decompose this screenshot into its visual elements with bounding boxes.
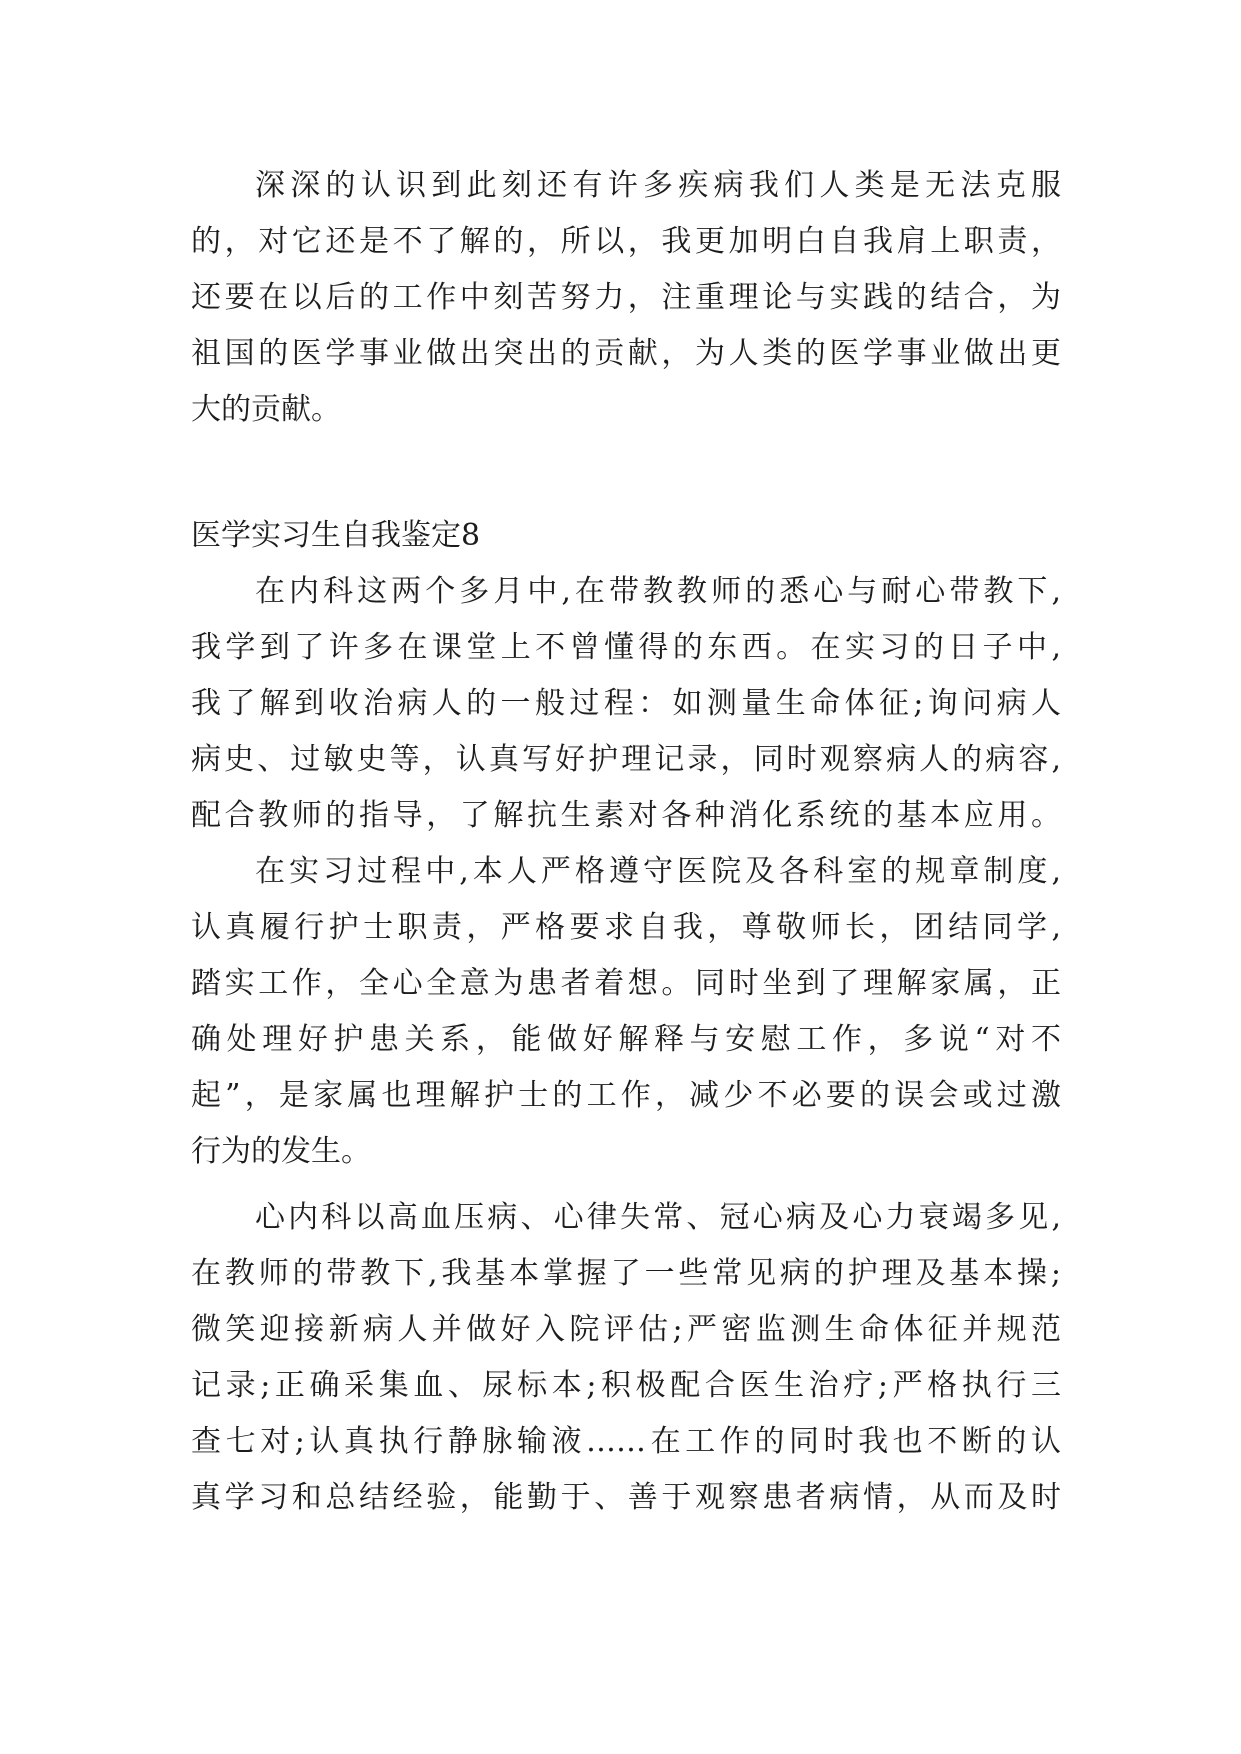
paragraph-line: 的，对它还是不了解的，所以，我更加明白自我肩上职责， (191, 224, 1061, 259)
paragraph-line: 在实习过程中,本人严格遵守医院及各科室的规章制度, (255, 854, 1061, 889)
paragraph-line: 心内科以高血压病、心律失常、冠心病及心力衰竭多见, (255, 1200, 1061, 1235)
paragraph-line: 在内科这两个多月中,在带教教师的悉心与耐心带教下, (255, 574, 1061, 609)
paragraph-line: 祖国的医学事业做出突出的贡献，为人类的医学事业做出更 (191, 336, 1061, 371)
paragraph-line: 行为的发生。 (191, 1134, 371, 1169)
paragraph-line: 起”，是家属也理解护士的工作，减少不必要的误会或过激 (191, 1078, 1061, 1113)
paragraph-line: 配合教师的指导，了解抗生素对各种消化系统的基本应用。 (191, 798, 1061, 833)
paragraph-line: 真学习和总结经验，能勤于、善于观察患者病情，从而及时 (191, 1480, 1061, 1515)
paragraph-line: 大的贡献。 (191, 392, 341, 427)
paragraph-line: 查七对;认真执行静脉输液……在工作的同时我也不断的认 (191, 1424, 1061, 1459)
section-heading: 医学实习生自我鉴定8 (191, 518, 481, 553)
paragraph-line: 确处理好护患关系，能做好解释与安慰工作，多说“对不 (191, 1022, 1061, 1057)
paragraph-line: 踏实工作，全心全意为患者着想。同时坐到了理解家属，正 (191, 966, 1061, 1001)
paragraph-line: 认真履行护士职责，严格要求自我，尊敬师长，团结同学, (191, 910, 1061, 945)
paragraph-line: 病史、过敏史等，认真写好护理记录，同时观察病人的病容, (191, 742, 1061, 777)
paragraph-line: 我学到了许多在课堂上不曾懂得的东西。在实习的日子中, (191, 630, 1061, 665)
paragraph-line: 在教师的带教下,我基本掌握了一些常见病的护理及基本操; (191, 1256, 1061, 1291)
paragraph-line: 深深的认识到此刻还有许多疾病我们人类是无法克服 (255, 168, 1061, 203)
paragraph-line: 微笑迎接新病人并做好入院评估;严密监测生命体征并规范 (191, 1312, 1061, 1347)
paragraph-line: 记录;正确采集血、尿标本;积极配合医生治疗;严格执行三 (191, 1368, 1061, 1403)
paragraph-line: 我了解到收治病人的一般过程：如测量生命体征;询问病人 (191, 686, 1061, 721)
paragraph-line: 还要在以后的工作中刻苦努力，注重理论与实践的结合，为 (191, 280, 1061, 315)
